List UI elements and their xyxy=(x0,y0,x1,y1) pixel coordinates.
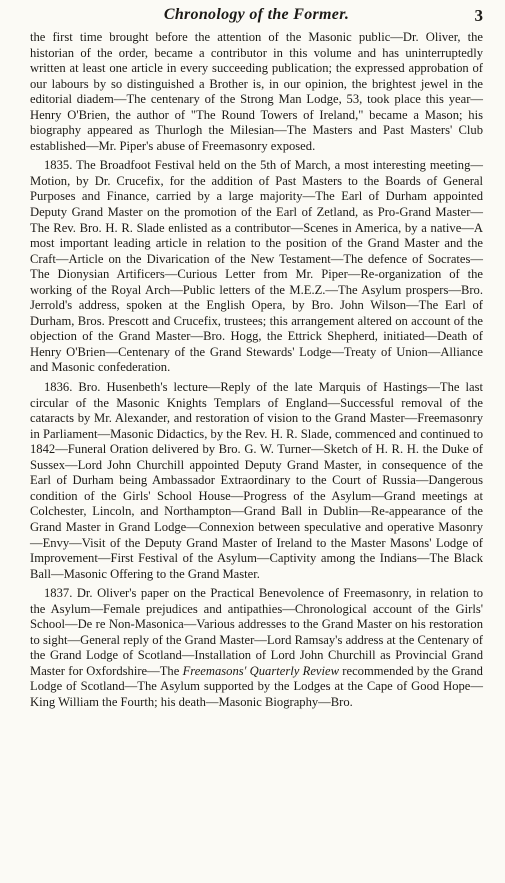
paragraph-text: Dr. Oliver's paper on the Practical Benevolence of Freemasonry, in relation to the Asylum—Female prejudices and antipathies—Chronological account of the Girls' School—De re Non-Masonica—Various addresses to the Grand Master on his restoration to sight—General reply of the Grand Master—Lord Ramsay's address at the Centenary of the Grand Lodge of Scotland—Installation of Lord John Churchill as Provincial Grand Master for Oxfordshire—The xyxy=(30,586,483,678)
paragraph-text: Bro. Husenbeth's lecture—Reply of the late Marquis of Hastings—The last circular of the Masonic Knights Templars of England—Successful removal of the cataracts by Mr. Alexander, and restoration of vision to the Grand Master—Freemasonry in Parliament—Masonic Didactics, by the Rev. H. R. Slade, commenced and continued to 1842—Funeral Oration delivered by Bro. G. W. Turner—Sketch of H. R. H. the Duke of Sussex—Lord John Churchill appointed Deputy Grand Master, in consequence of the Earl of Durham being Ambassador Extraordinary to the Court of Russia—Dangerous condition of the Girls' School House—Progress of the Asylum—Grand meetings at Colchester, Lincoln, and Northampton—Grand Ball in Dublin—Re-appearance of the Grand Master in Grand Lodge—Connexion between speculative and operative Masonry—Envy—Visit of the Deputy Grand Master of Ireland to the Master Masons' Lodge of Improvement—First Festival of the Asylum—Captivity among the Indians—The Black Ball—Masonic Offering to the Grand Master. xyxy=(30,380,483,581)
running-title: Chronology of the Former. xyxy=(163,6,350,23)
paragraph-text-after: recommended by the Grand Lodge of Scotland—The Asylum supported by the Lodges at the Cape of Good Hope—King William the Fourth; his death—Masonic Biography—Bro. xyxy=(30,663,483,709)
paragraph-continuation xyxy=(30,30,483,154)
year-label: 1835. xyxy=(44,158,73,173)
periodical-title: Freemasons' Quarterly Review xyxy=(182,663,339,678)
page-number: 3 xyxy=(474,6,483,25)
year-label: 1837. xyxy=(44,586,73,601)
paragraph-1835 xyxy=(30,158,483,376)
paragraph-text: The Broadfoot Festival held on the 5th of March, a most interesting meeting—Motion, by Dr. Crucefix, for the addition of Past Masters to the Boards of General Purposes and Finance, carried by a large majority—The Earl of Durham appointed Deputy Grand Master on the promotion of the Earl of Zetland, as Pro-Grand Master—The Rev. Bro. H. R. Slade enlisted as a contributor—Scenes in America, by a native—A most important leading article in relation to the position of the Grand Master and the Craft—Article on the Divarication of the New Testament—The defence of Socrates—The Dionysian Artificers—Curious Letter from Mr. Piper—Re-organization of the working of the Royal Arch—Public letters of the M.E.Z.—The Asylum prospers—Bro. Jerrold's address, spoken at the English Opera, by Bro. John Wilson—The Earl of Durham, Bros. Prescott and Crucefix, trustees; this arrangement altered on account of the objection of the Grand Master—Bro. Hogg, the Ettrick Shepherd, initiated—Death of Henry O'Brien—Centenary of the Grand Stewards' Lodge—Treaty of Union—Alliance and Masonic confederation. xyxy=(30,158,483,375)
running-header xyxy=(30,6,483,30)
paragraph-1836 xyxy=(30,380,483,582)
paragraph-text: the first time brought before the attention of the Masonic public—Dr. Oliver, the historian of the order, became a contributor in this volume and has uninterruptedly written at least one article in every succeeding publication; the expressed approbation of our labours by so distinguished a Brother is, in our opinion, the brightest jewel in the editorial diadem—The centenary of the Strong Man Lodge, 53, took place this year—Henry O'Brien, the author of "The Round Towers of Ireland," became a Mason; his biography appeared as Thurlogh the Milesian—The Masters and Past Masters' Club established—Mr. Piper's abuse of Freemasonry exposed. xyxy=(30,30,483,153)
year-label: 1836. xyxy=(44,380,73,395)
paragraph-1837 xyxy=(30,586,483,710)
